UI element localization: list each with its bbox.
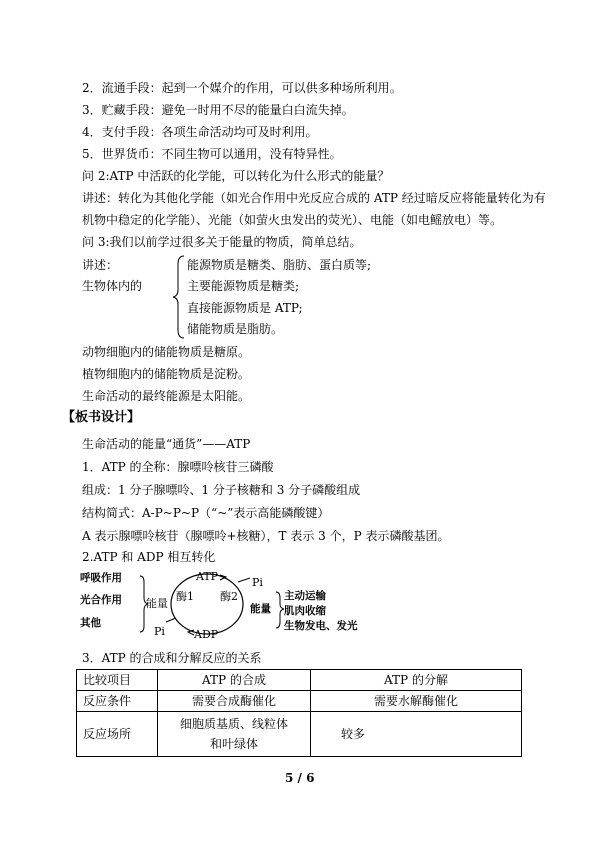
table-cell: 细胞质基质、线粒体 和叶绿体 xyxy=(158,712,311,757)
table-cell: 反应场所 xyxy=(77,712,158,757)
diagram-energy-out: 能量 xyxy=(250,603,271,615)
text-line: 组成：1 分子腺嘌呤、1 分子核糖和 3 分子磷酸组成 xyxy=(82,483,361,497)
text-line: 3．ATP 的合成和分解反应的关系 xyxy=(82,651,262,665)
text-line: 机物中稳定的化学能）、光能（如萤火虫发出的荧光）、电能（如电鳐放电）等。 xyxy=(82,213,503,227)
atp-adp-diagram xyxy=(80,570,380,642)
diagram-atp: ATP xyxy=(196,570,219,583)
text-line: 5．世界货币：不同生物可以通用，没有特异性。 xyxy=(82,147,342,161)
table-cell: 需要水解酶催化 xyxy=(311,691,522,712)
question-2: 问 2:ATP 中活跃的化学能，可以转化为什么形式的能量？ xyxy=(82,169,390,183)
question-3: 问 3:我们以前学过很多关于能量的物质，简单总结。 xyxy=(82,235,362,249)
table-header-cell: ATP 的分解 xyxy=(311,670,522,691)
table-row xyxy=(77,691,522,712)
text-line: 生命活动的最终能源是太阳能。 xyxy=(82,389,251,403)
text-line: 讲述： xyxy=(82,258,119,272)
table-header-cell: ATP 的合成 xyxy=(158,670,311,691)
diagram-active-transport: 主动运输 xyxy=(284,590,326,602)
text-line: 2．流通手段：起到一个媒介的作用，可以供多种场所利用。 xyxy=(82,81,402,95)
section-heading: 【板书设计】 xyxy=(62,410,141,425)
text-line: 生物体内的 xyxy=(82,279,143,293)
text-line: 1．ATP 的全称：腺嘌呤核苷三磷酸 xyxy=(82,460,274,474)
diagram-enzyme2: 酶2 xyxy=(220,590,238,603)
text-line: 植物细胞内的储能物质是淀粉。 xyxy=(82,367,251,381)
brace-item: 直接能源物质是 ATP; xyxy=(187,301,303,315)
table-header-cell: 比较项目 xyxy=(77,670,158,691)
table-header-row xyxy=(77,670,522,691)
diagram-energy-in: 能量 xyxy=(146,597,168,610)
diagram-pi-left: Pi xyxy=(154,625,165,638)
diagram-adp: ADP xyxy=(194,628,219,641)
diagram-pi-right: Pi xyxy=(252,576,263,589)
page-number: 5 / 6 xyxy=(285,771,315,785)
diagram-muscle: 肌肉收缩 xyxy=(284,605,326,617)
table-cell: 需要合成酶催化 xyxy=(158,691,311,712)
diagram-label-photosynthesis: 光合作用 xyxy=(80,594,122,606)
diagram-label-respiration: 呼吸作用 xyxy=(80,572,122,584)
table-row xyxy=(77,712,522,757)
text-line: 讲述：转化为其他化学能（如光合作用中光反应合成的 ATP 经过暗反应将能量转化为有 xyxy=(82,191,546,205)
text-line: 3．贮藏手段：避免一时用不尽的能量白白流失掉。 xyxy=(82,103,354,117)
text-line: 2.ATP 和 ADP 相互转化 xyxy=(82,550,216,564)
brace-item: 主要能源物质是糖类; xyxy=(187,279,300,293)
brace-item: 储能物质是脂肪。 xyxy=(187,322,284,336)
table-cell: 较多 xyxy=(311,712,522,757)
table-cell: 反应条件 xyxy=(77,691,158,712)
comparison-table xyxy=(76,669,522,757)
brace-item: 能源物质是糖类、脂肪、蛋白质等; xyxy=(187,258,372,272)
diagram-bioelectric: 生物发电、发光 xyxy=(284,620,358,632)
text-line: A 表示腺嘌呤核苷（腺嘌呤+核糖），T 表示 3 个，P 表示磷酸基团。 xyxy=(82,529,450,543)
brace-icon xyxy=(172,254,186,340)
diagram-enzyme1: 酶1 xyxy=(176,590,194,603)
text-line: 结构简式：A-P~P~P（“~”表示高能磷酸键） xyxy=(82,506,330,520)
diagram-label-other: 其他 xyxy=(80,617,101,629)
text-line: 生命活动的能量“通货”——ATP xyxy=(82,437,251,451)
text-line: 4．支付手段：各项生命活动均可及时利用。 xyxy=(82,125,318,139)
text-line: 动物细胞内的储能物质是糖原。 xyxy=(82,345,251,359)
